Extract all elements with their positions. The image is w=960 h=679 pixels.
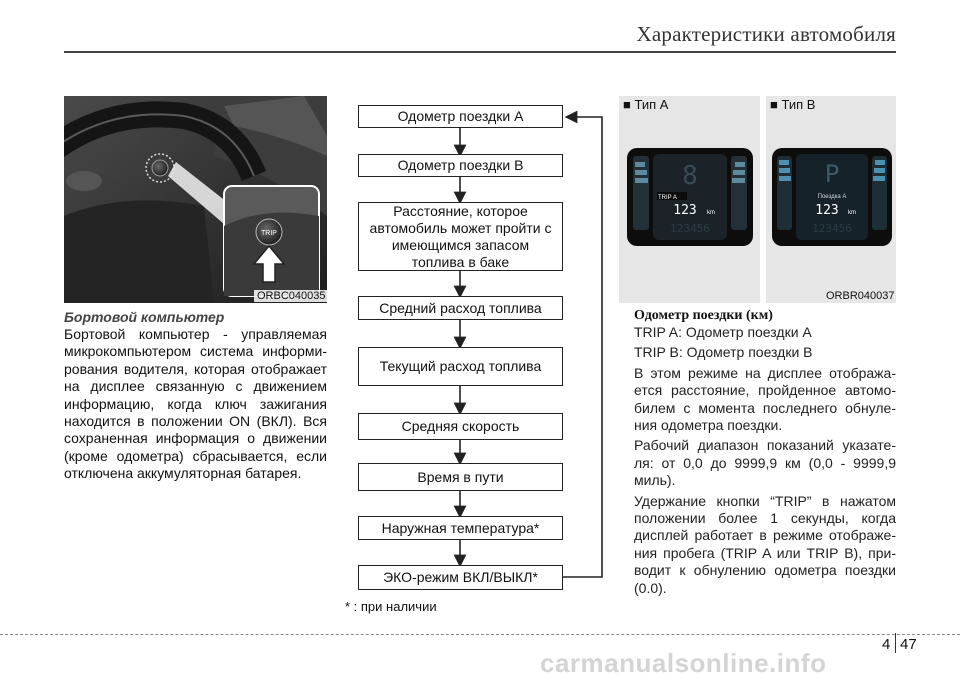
flow-item-trip-a: Одометр поездки А [358, 105, 563, 128]
left-paragraph: Бортовой компьютер - управляемая микрокомпьютером система информирования водителя, которая отображает на дисплее связанную с движением информацию, когда ключ зажигания находится в положении ON (ВКЛ). Вся сохраненная информация о движении (кроме одометра) сбрасывается, если отключена аккумуляторная батарея. [64, 326, 327, 482]
trip-odometer-heading: Одометр поездки (км) [634, 308, 773, 323]
type-a-unit: km [707, 210, 715, 216]
type-b-trip-value: 123 [815, 203, 839, 218]
svg-text:8: 8 [682, 161, 698, 191]
chapter-number: 4 [882, 636, 891, 653]
type-b-trip-tag: Поездка А [817, 194, 847, 200]
flow-item-average-speed: Средняя скорость [358, 413, 563, 440]
flow-item-eco-mode: ЭКО-режим ВКЛ/ВЫКЛ* [358, 565, 563, 590]
trip-odometer-text [634, 324, 896, 600]
type-b-panel [766, 96, 896, 303]
type-a-odometer: 123456 [670, 222, 710, 235]
type-b-gear: P [824, 160, 840, 188]
cluster-reference-code: ORBR040037 [826, 290, 895, 302]
page-number-separator [895, 633, 896, 653]
trip-button-label: TRIP [261, 230, 277, 237]
flow-item-elapsed-time: Время в пути [358, 463, 563, 491]
type-a-panel [619, 96, 760, 303]
footer-rule [0, 634, 960, 635]
type-b-unit: km [848, 210, 856, 216]
flow-item-trip-b: Одометр поездки В [358, 154, 563, 177]
flow-item-distance-to-empty: Расстояние, которое автомобиль может пройти с имеющимся запасом топлива в баке [358, 202, 563, 271]
type-a-cluster-display [627, 148, 753, 246]
right-paragraph-4: Рабочий диапазон показаний указателя: от 0,0 до 9999,9 км (0,0 - 9999,9 миль). [634, 437, 896, 489]
right-paragraph-5: Удержание кнопки “TRIP” в нажатом положении более 1 секунды, когда дисплей работает в режиме отображения пробега (TRIP A или TRIP B), приводит к обнулению одометра поездки (0.0). [634, 492, 896, 596]
flow-item-outside-temperature: Наружная температура* [358, 516, 563, 540]
watermark-text: carmanualsonline.info [540, 648, 827, 678]
flow-footnote: * : при наличии [345, 599, 437, 614]
right-paragraph-1: TRIP A: Одометр поездки A [634, 324, 812, 340]
right-paragraph-2: TRIP B: Одометр поездки B [634, 344, 813, 361]
type-a-trip-value: 123 [673, 203, 697, 218]
section-title: Бортовой компьютер [64, 309, 225, 325]
steering-wheel-illustration [64, 96, 327, 303]
type-b-odometer: 123456 [812, 222, 852, 235]
flow-item-average-fuel: Средний расход топлива [358, 296, 563, 320]
steering-wheel-photo [64, 96, 327, 303]
type-b-label: ■ Тип В [770, 97, 816, 112]
page-number: 47 [900, 636, 917, 653]
right-paragraph-3: В этом режиме на дисплее отображается расстояние, пройденное автомобилем с момента последнего обнуления одометра поездки. [634, 364, 896, 434]
header-rule [64, 51, 896, 53]
trip-computer-flow-diagram [345, 96, 615, 596]
photo-reference-code: ORBC040035 [254, 290, 329, 302]
type-a-label: ■ Тип А [623, 97, 669, 112]
type-a-trip-tag: TRIP A [658, 195, 677, 201]
flow-item-instant-fuel: Текущий расход топлива [358, 347, 563, 386]
type-b-cluster-display [772, 148, 892, 246]
chapter-header-title: Характеристики автомобиля [636, 22, 896, 46]
